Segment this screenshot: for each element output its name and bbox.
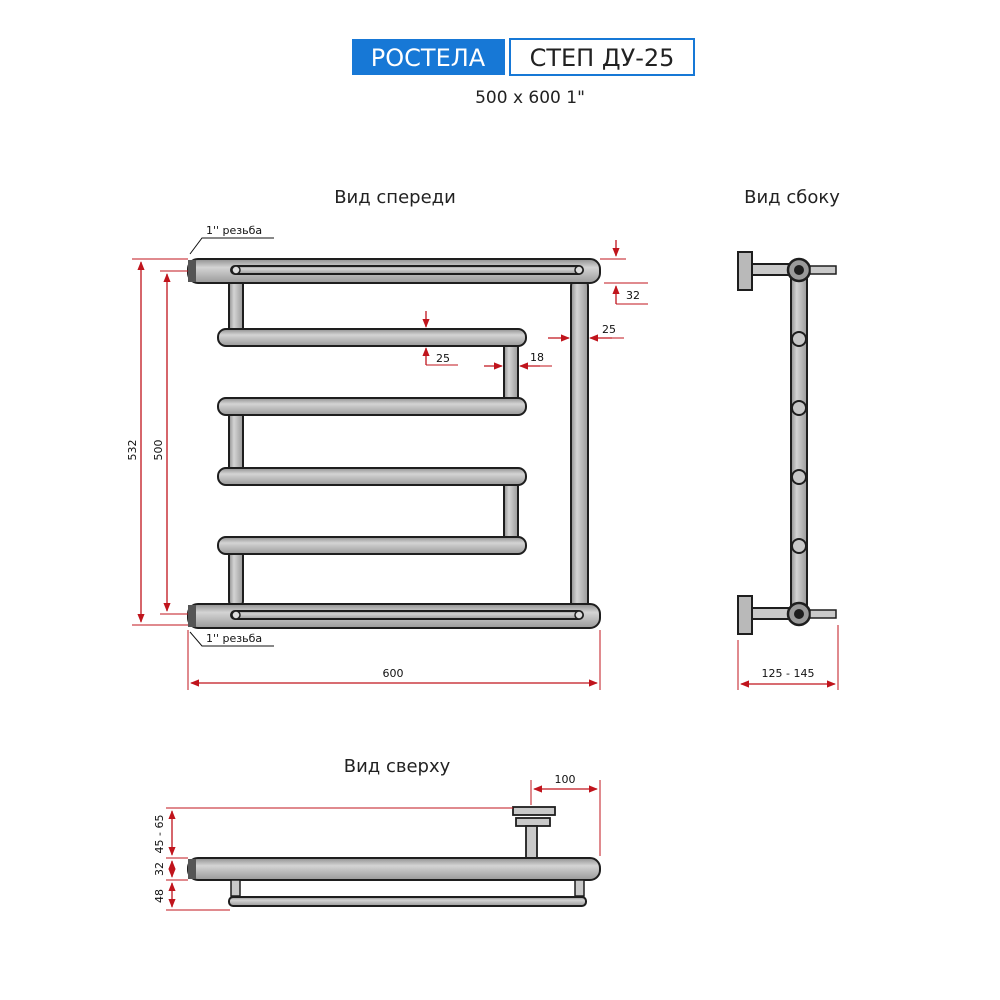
dim-b: 48 xyxy=(153,889,166,903)
model-label: СТЕП ДУ-25 xyxy=(529,44,675,72)
pipe-bore xyxy=(794,265,804,275)
dim-width: 600 xyxy=(382,667,404,680)
dim-height-inner: 500 xyxy=(152,439,165,461)
wall-plate-bottom xyxy=(738,596,752,634)
rung-4 xyxy=(218,537,526,554)
connector-pipe xyxy=(504,476,518,546)
rung-3 xyxy=(218,468,526,485)
top-inner-bar xyxy=(231,266,583,274)
brand-label: РОСТЕЛА xyxy=(370,44,486,72)
dim-top-offset: 32 xyxy=(626,289,640,302)
bar-end xyxy=(575,611,583,619)
rung-end xyxy=(792,539,806,553)
front-view xyxy=(126,187,648,690)
size-spec: 500 x 600 1" xyxy=(475,88,585,108)
rung-1 xyxy=(218,329,526,346)
dim-a: 32 xyxy=(153,862,166,876)
bottom-inner-bar xyxy=(231,611,583,619)
side-view xyxy=(738,187,840,690)
rung-end xyxy=(792,332,806,346)
bar-stub-top xyxy=(810,266,836,274)
top-view-title: Вид сверху xyxy=(343,756,451,777)
right-riser xyxy=(571,278,588,614)
bracket-stem xyxy=(526,826,537,860)
dim-rung-gap: 25 xyxy=(436,352,450,365)
dim-depth: 125 - 145 xyxy=(761,667,815,680)
rung-end xyxy=(792,470,806,484)
pipe-bore xyxy=(794,609,804,619)
dim-bracket: 100 xyxy=(554,773,576,786)
wall-plate-top xyxy=(738,252,752,290)
standoff-post xyxy=(575,880,584,896)
rung-2 xyxy=(218,398,526,415)
bar-end xyxy=(232,266,240,274)
top-view-front-bar xyxy=(229,897,586,906)
thread-end xyxy=(188,859,196,879)
dim-riser-gap: 25 xyxy=(602,323,616,336)
front-view-title: Вид спереди xyxy=(334,187,456,208)
standoff-post xyxy=(231,880,240,896)
side-view-title: Вид сбоку xyxy=(744,187,840,208)
thread-end xyxy=(188,605,196,627)
dim-tube: 18 xyxy=(530,351,544,364)
top-view-main-pipe xyxy=(188,858,600,880)
thread-leader-top xyxy=(190,238,274,254)
thread-label-bottom: 1'' резьба xyxy=(206,632,263,645)
side-riser xyxy=(791,270,807,614)
rung-end xyxy=(792,401,806,415)
header xyxy=(352,39,694,108)
bar-end xyxy=(232,611,240,619)
bar-end xyxy=(575,266,583,274)
thread-label-top: 1'' резьба xyxy=(206,224,263,237)
wall-plate xyxy=(513,807,555,815)
dim-wall: 45 - 65 xyxy=(153,814,166,854)
thread-end xyxy=(188,260,196,282)
dim-height-outer: 532 xyxy=(126,439,139,461)
top-view xyxy=(153,756,600,910)
wall-flange xyxy=(516,818,550,826)
bar-stub-bottom xyxy=(810,610,836,618)
